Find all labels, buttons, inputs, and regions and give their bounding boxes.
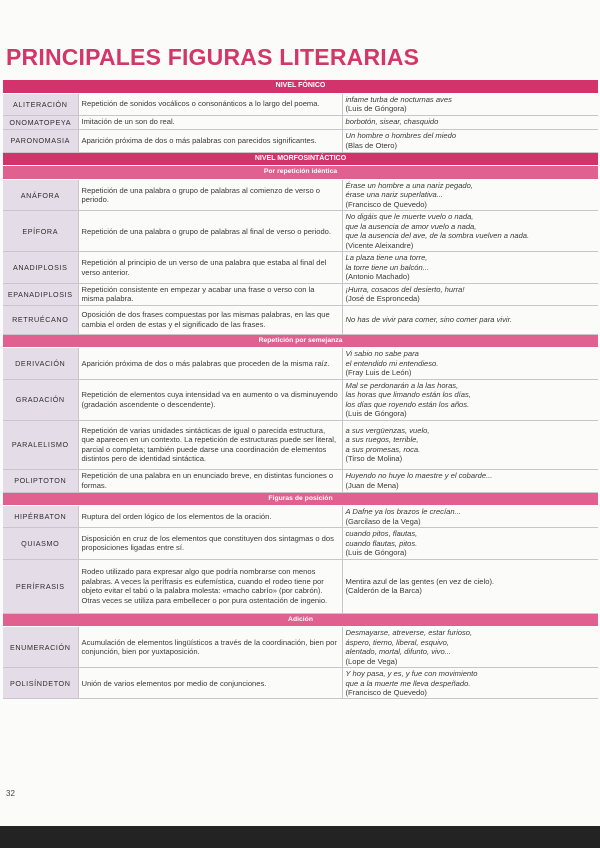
figure-term: HIPÉRBATON xyxy=(3,506,78,528)
example-line: que a la muerte me lleva despeñado. xyxy=(345,678,471,688)
group-band-label: Figuras de posición xyxy=(3,492,598,505)
figure-definition: Unión de varios elementos por medio de conjunciones. xyxy=(78,668,342,699)
example-line: Y hoy pasa, y es, y fue con movimiento xyxy=(345,669,478,679)
example-line: Un hombre o hombres del miedo xyxy=(345,131,457,141)
figure-term: ALITERACIÓN xyxy=(3,93,78,115)
figure-example xyxy=(342,129,598,152)
figure-definition: Ruptura del orden lógico de los elementos de la oración. xyxy=(78,506,342,528)
figure-definition: Imitación de un son do real. xyxy=(78,115,342,129)
figure-example xyxy=(342,179,598,210)
page-number: 32 xyxy=(6,789,15,798)
group-band xyxy=(3,166,598,179)
figure-term: ONOMATOPEYA xyxy=(3,115,78,129)
figure-row xyxy=(3,115,598,129)
figure-row xyxy=(3,283,598,305)
figure-example xyxy=(342,420,598,469)
figure-definition: Repetición de una palabra o grupo de palabras al comienzo de verso o periodo. xyxy=(78,179,342,210)
figure-row xyxy=(3,379,598,420)
example-line: a sus vergüenzas, vuelo, xyxy=(345,425,430,435)
example-line: Desmayarse, atreverse, estar furioso, xyxy=(345,628,473,638)
figure-definition: Aparición próxima de dos o más palabras con parecidos significantes. xyxy=(78,129,342,152)
figure-term: PARONOMASIA xyxy=(3,129,78,152)
example-line: Mal se perdonarán a la las horas, xyxy=(345,380,459,390)
figure-example xyxy=(342,93,598,115)
figure-term: ANÁFORA xyxy=(3,179,78,210)
figure-row xyxy=(3,211,598,252)
figure-example xyxy=(342,469,598,492)
example-line: el entendido mi entendieso. xyxy=(345,358,439,368)
figure-row xyxy=(3,252,598,283)
group-band xyxy=(3,492,598,505)
group-band-label: Por repetición idéntica xyxy=(3,166,598,179)
figure-row xyxy=(3,129,598,152)
example-line: (Luis de Góngora) xyxy=(345,104,407,114)
figure-definition: Aparición próxima de dos o más palabras que proceden de la misma raíz. xyxy=(78,348,342,379)
example-line: Érase un hombre a una nariz pegado, xyxy=(345,180,473,190)
figure-term: EPANADIPLOSIS xyxy=(3,283,78,305)
figure-row xyxy=(3,348,598,379)
example-line: ¡Hurra, cosacos del desierto, hurra! xyxy=(345,284,465,294)
example-line: Huyendo no huye lo maestre y el cobarde... xyxy=(345,471,493,481)
example-line: No digáis que le muerte vuelo o nada, xyxy=(345,212,474,222)
figure-term: POLISÍNDETON xyxy=(3,668,78,699)
example-line: borbotón, sisear, chasquido xyxy=(345,117,439,127)
figure-row xyxy=(3,93,598,115)
group-band-label: Repetición por semejanza xyxy=(3,334,598,347)
figure-example xyxy=(342,115,598,129)
example-line: (Francisco de Quevedo) xyxy=(345,688,427,697)
example-line: los días que royendo están los años. xyxy=(345,399,470,409)
example-line: (José de Espronceda) xyxy=(345,294,420,304)
example-line: cuando pitos, flautas, xyxy=(345,529,418,539)
example-line: (Luis de Góngora) xyxy=(345,409,407,419)
example-line: Vi sabio no sabe para xyxy=(345,349,419,359)
figure-row xyxy=(3,506,598,528)
example-line: alentado, mortal, difunto, vivo... xyxy=(345,647,452,657)
example-line: (Francisco de Quevedo) xyxy=(345,199,427,209)
figure-term: GRADACIÓN xyxy=(3,379,78,420)
group-band xyxy=(3,613,598,626)
figure-definition: Oposición de dos frases compuestas por las mismas palabras, en las que cambia el orden de estas y el significado de las frases. xyxy=(78,305,342,334)
figure-example xyxy=(342,379,598,420)
figure-row xyxy=(3,528,598,559)
figure-term: PERÍFRASIS xyxy=(3,559,78,613)
example-line: (Fray Luis de León) xyxy=(345,368,412,378)
figure-example xyxy=(342,252,598,283)
figure-term: EPÍFORA xyxy=(3,211,78,252)
figure-example xyxy=(342,668,598,699)
example-line: (Calderón de la Barca) xyxy=(345,586,422,596)
figure-definition: Repetición de elementos cuya intensidad va en aumento o va disminuyendo (gradación ascendente o descendente). xyxy=(78,379,342,420)
figure-definition: Repetición al principio de un verso de una palabra que estaba al final del verso anterior. xyxy=(78,252,342,283)
figures-table xyxy=(3,80,598,699)
figure-definition: Repetición de varias unidades sintácticas de igual o parecida estructura, que aparecen en un contexto. La repetición de estructuras puede ser literal, parcial o completa; también puede darse una coordinación de elementos distintos pero de identidad sintáctica. xyxy=(78,420,342,469)
figure-row xyxy=(3,627,598,668)
figure-definition: Acumulación de elementos lingüísticos a través de la coordinación, bien por conjunción, bien por yuxtaposición. xyxy=(78,627,342,668)
figure-example xyxy=(342,211,598,252)
example-line: infame turba de nocturnas aves xyxy=(345,94,452,104)
figure-example xyxy=(342,348,598,379)
figure-example xyxy=(342,305,598,334)
figure-term: PARALELISMO xyxy=(3,420,78,469)
example-line: cuando flautas, pitos. xyxy=(345,538,418,548)
figure-row xyxy=(3,668,598,699)
figure-row xyxy=(3,179,598,210)
example-line: (Luis de Góngora) xyxy=(345,548,407,558)
group-band xyxy=(3,334,598,347)
example-line: (Juan de Mena) xyxy=(345,480,399,490)
figure-term: DERIVACIÓN xyxy=(3,348,78,379)
figure-definition: Repetición de una palabra en un enunciado breve, en distintas funciones o formas. xyxy=(78,469,342,492)
figure-definition: Disposición en cruz de los elementos que constituyen dos sintagmas o dos proposiciones ligadas entre sí. xyxy=(78,528,342,559)
figure-example xyxy=(342,283,598,305)
example-line: que la ausencia de amor vuelo a nada, xyxy=(345,221,477,231)
example-line: (Garcilaso de la Vega) xyxy=(345,516,421,526)
figure-definition: Repetición consistente en empezar y acabar una frase o verso con la misma palabra. xyxy=(78,283,342,305)
example-line: La plaza tiene una torre, xyxy=(345,253,428,263)
figure-row xyxy=(3,559,598,613)
figure-term: QUIASMO xyxy=(3,528,78,559)
example-line: Mentira azul de las gentes (en vez de cielo). xyxy=(345,576,495,586)
group-band-label: Adición xyxy=(3,613,598,626)
example-line: (Lope de Vega) xyxy=(345,656,398,666)
example-line: (Blas de Otero) xyxy=(345,140,397,150)
example-line: áspero, tierno, liberal, esquivo, xyxy=(345,637,449,647)
figure-row xyxy=(3,469,598,492)
figure-definition: Repetición de sonidos vocálicos o consonánticos a lo largo del poema. xyxy=(78,93,342,115)
example-line: (Tirso de Molina) xyxy=(345,454,403,464)
example-line: a sus ruegos, terrible, xyxy=(345,435,419,445)
level-band xyxy=(3,80,598,93)
figure-term: ANADIPLOSIS xyxy=(3,252,78,283)
example-line: érase una nariz superlativa... xyxy=(345,190,444,200)
figure-example xyxy=(342,627,598,668)
figure-term: RETRUÉCANO xyxy=(3,305,78,334)
example-line: A Dafne ya los brazos le crecían... xyxy=(345,507,461,517)
level-band-label: NIVEL FÓNICO xyxy=(3,80,598,93)
example-line: (Antonio Machado) xyxy=(345,272,410,282)
figure-row xyxy=(3,420,598,469)
example-line: que la ausencia del ave, de la sombra vuelven a nada. xyxy=(345,231,530,241)
example-line: las horas que limando están los días, xyxy=(345,390,471,400)
figure-example xyxy=(342,559,598,613)
level-band xyxy=(3,152,598,166)
example-line: No has de vivir para comer, sino comer para vivir. xyxy=(345,315,512,325)
figure-example xyxy=(342,506,598,528)
page-title: PRINCIPALES FIGURAS LITERARIAS xyxy=(6,44,420,70)
figure-row xyxy=(3,305,598,334)
figure-term: POLIPTOTON xyxy=(3,469,78,492)
level-band-label: NIVEL MORFOSINTÁCTICO xyxy=(3,152,598,166)
footer-bar xyxy=(0,826,600,848)
example-line: a sus promesas, roca. xyxy=(345,444,421,454)
figure-example xyxy=(342,528,598,559)
figure-definition: Rodeo utilizado para expresar algo que podría nombrarse con menos palabras. A veces la perífrasis es eufemística, cuando el rodeo tiene por objeto evitar el tabú o la palabra molesta: «macho cabrío» (por cabrón). Otras veces se utiliza para embellecer o por pura ostentación de ingenio. xyxy=(78,559,342,613)
figure-definition: Repetición de una palabra o grupo de palabras al final de verso o periodo. xyxy=(78,211,342,252)
example-line: (Vicente Aleixandre) xyxy=(345,240,414,250)
example-line: la torre tiene un balcón... xyxy=(345,262,430,272)
figure-term: ENUMERACIÓN xyxy=(3,627,78,668)
